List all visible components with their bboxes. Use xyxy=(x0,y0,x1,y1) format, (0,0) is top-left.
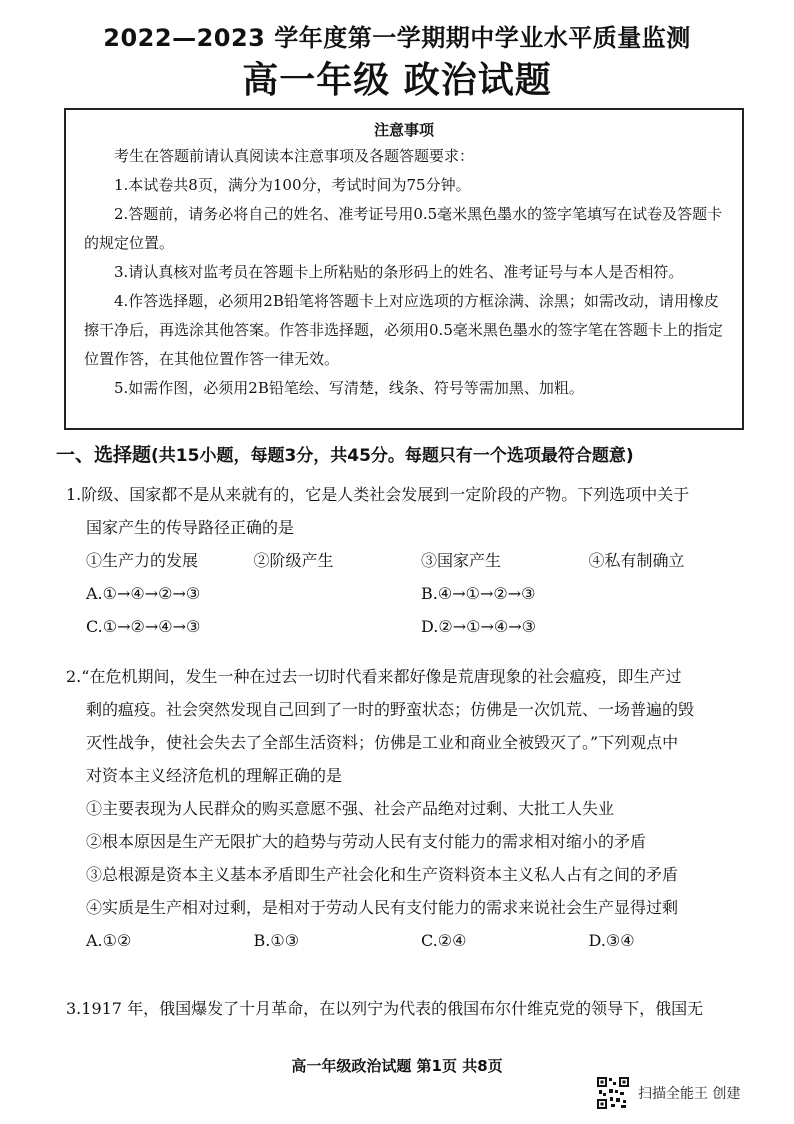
q3-stem-line1: 3.1917 年，俄国爆发了十月革命，在以列宁为代表的俄国布尔什维克党的领导下，俄国无 xyxy=(66,999,704,1018)
qr-code-icon xyxy=(596,1076,630,1110)
scanner-watermark xyxy=(596,1076,740,1110)
q2-option-d: D.③④ xyxy=(588,931,635,950)
q2-stem-line3: 灭性战争，使社会失去了全部生活资料；仿佛是工业和商业全被毁灭了。”下列观点中 xyxy=(86,733,679,752)
q2-options xyxy=(66,924,756,957)
q2-item-4: ④实质是生产相对过剩，是相对于劳动人民有支付能力的需求来说社会生产显得过剩 xyxy=(86,898,679,917)
q2-item-1: ①主要表现为人民群众的购买意愿不强、社会产品绝对过剩、大批工人失业 xyxy=(86,799,615,818)
q1-stem-line2: 国家产生的传导路径正确的是 xyxy=(86,518,295,537)
scanner-label: 扫描全能王 创建 xyxy=(638,1086,741,1102)
q2-option-c: C.②④ xyxy=(421,931,467,950)
q1-options-row2 xyxy=(66,610,756,643)
q1-option-d: D.②→①→④→③ xyxy=(421,617,536,636)
q1-item: ③国家产生 xyxy=(421,551,502,570)
question-3 xyxy=(66,992,756,1025)
notice-item-3: 3.请认真核对监考员在答题卡上所粘贴的条形码上的姓名、准考证号与本人是否相符。 xyxy=(114,263,684,281)
q2-option-b: B.①③ xyxy=(253,931,300,950)
q1-item: ①生产力的发展 xyxy=(86,551,199,570)
q1-option-a: A.①→④→②→③ xyxy=(86,584,201,603)
q2-option-a: A.①② xyxy=(86,931,132,950)
q2-stem-line2: 剩的瘟疫。社会突然发现自己回到了一时的野蛮状态；仿佛是一次饥荒、一场普遍的毁 xyxy=(86,700,695,719)
section-desc: (共15小题，每题3分，共45分。每题只有一个选项最符合题意) xyxy=(151,446,634,466)
question-1 xyxy=(66,478,756,643)
notice-item-4: 4.作答选择题，必须用2B铅笔将答题卡上对应选项的方框涂满、涂黑；如需改动，请用橡皮擦干净后，再选涂其他答案。作答非选择题，必须用0.5毫米黑色墨水的签字笔在答题卡上的指定位置作答，在其他位置作答一律无效。 xyxy=(84,292,723,368)
subject-title: 高一年级 政治试题 xyxy=(242,60,552,101)
exam-title: 2022—2023 学年度第一学期期中学业水平质量监测 xyxy=(103,24,691,52)
q2-item-3: ③总根源是资本主义基本矛盾即生产社会化和生产资料资本主义私人占有之间的矛盾 xyxy=(86,865,679,884)
q1-stem-line1: 1.阶级、国家都不是从来就有的，它是人类社会发展到一定阶段的产物。下列选项中关于 xyxy=(66,485,690,504)
section-heading xyxy=(56,440,634,467)
q1-options-row1 xyxy=(66,577,756,610)
section-title: 一、选择题 xyxy=(56,444,152,466)
q1-items xyxy=(66,544,756,577)
page-footer: 高一年级政治试题 第1页 共8页 xyxy=(291,1057,503,1075)
notice-intro: 考生在答题前请认真阅读本注意事项及各题答题要求： xyxy=(114,147,475,165)
q2-stem-line4: 对资本主义经济危机的理解正确的是 xyxy=(86,766,343,785)
notice-box xyxy=(64,108,744,430)
q2-stem-line1: 2.“在危机期间，发生一种在过去一切时代看来都好像是荒唐现象的社会瘟疫，即生产过 xyxy=(66,667,682,686)
question-2 xyxy=(66,660,756,957)
notice-item-5: 5.如需作图，必须用2B铅笔绘、写清楚，线条、符号等需加黑、加粗。 xyxy=(114,379,584,397)
q2-item-2: ②根本原因是生产无限扩大的趋势与劳动人民有支付能力的需求相对缩小的矛盾 xyxy=(86,832,647,851)
q1-option-b: B.④→①→②→③ xyxy=(421,584,536,603)
notice-heading: 注意事项 xyxy=(373,121,434,139)
notice-item-1: 1.本试卷共8页，满分为100分，考试时间为75分钟。 xyxy=(114,176,471,194)
q1-item: ②阶级产生 xyxy=(253,551,334,570)
q1-item: ④私有制确立 xyxy=(588,551,685,570)
notice-item-2: 2.答题前，请务必将自己的姓名、准考证号用0.5毫米黑色墨水的签字笔填写在试卷及答题卡的规定位置。 xyxy=(84,205,723,252)
q1-option-c: C.①→②→④→③ xyxy=(86,617,201,636)
